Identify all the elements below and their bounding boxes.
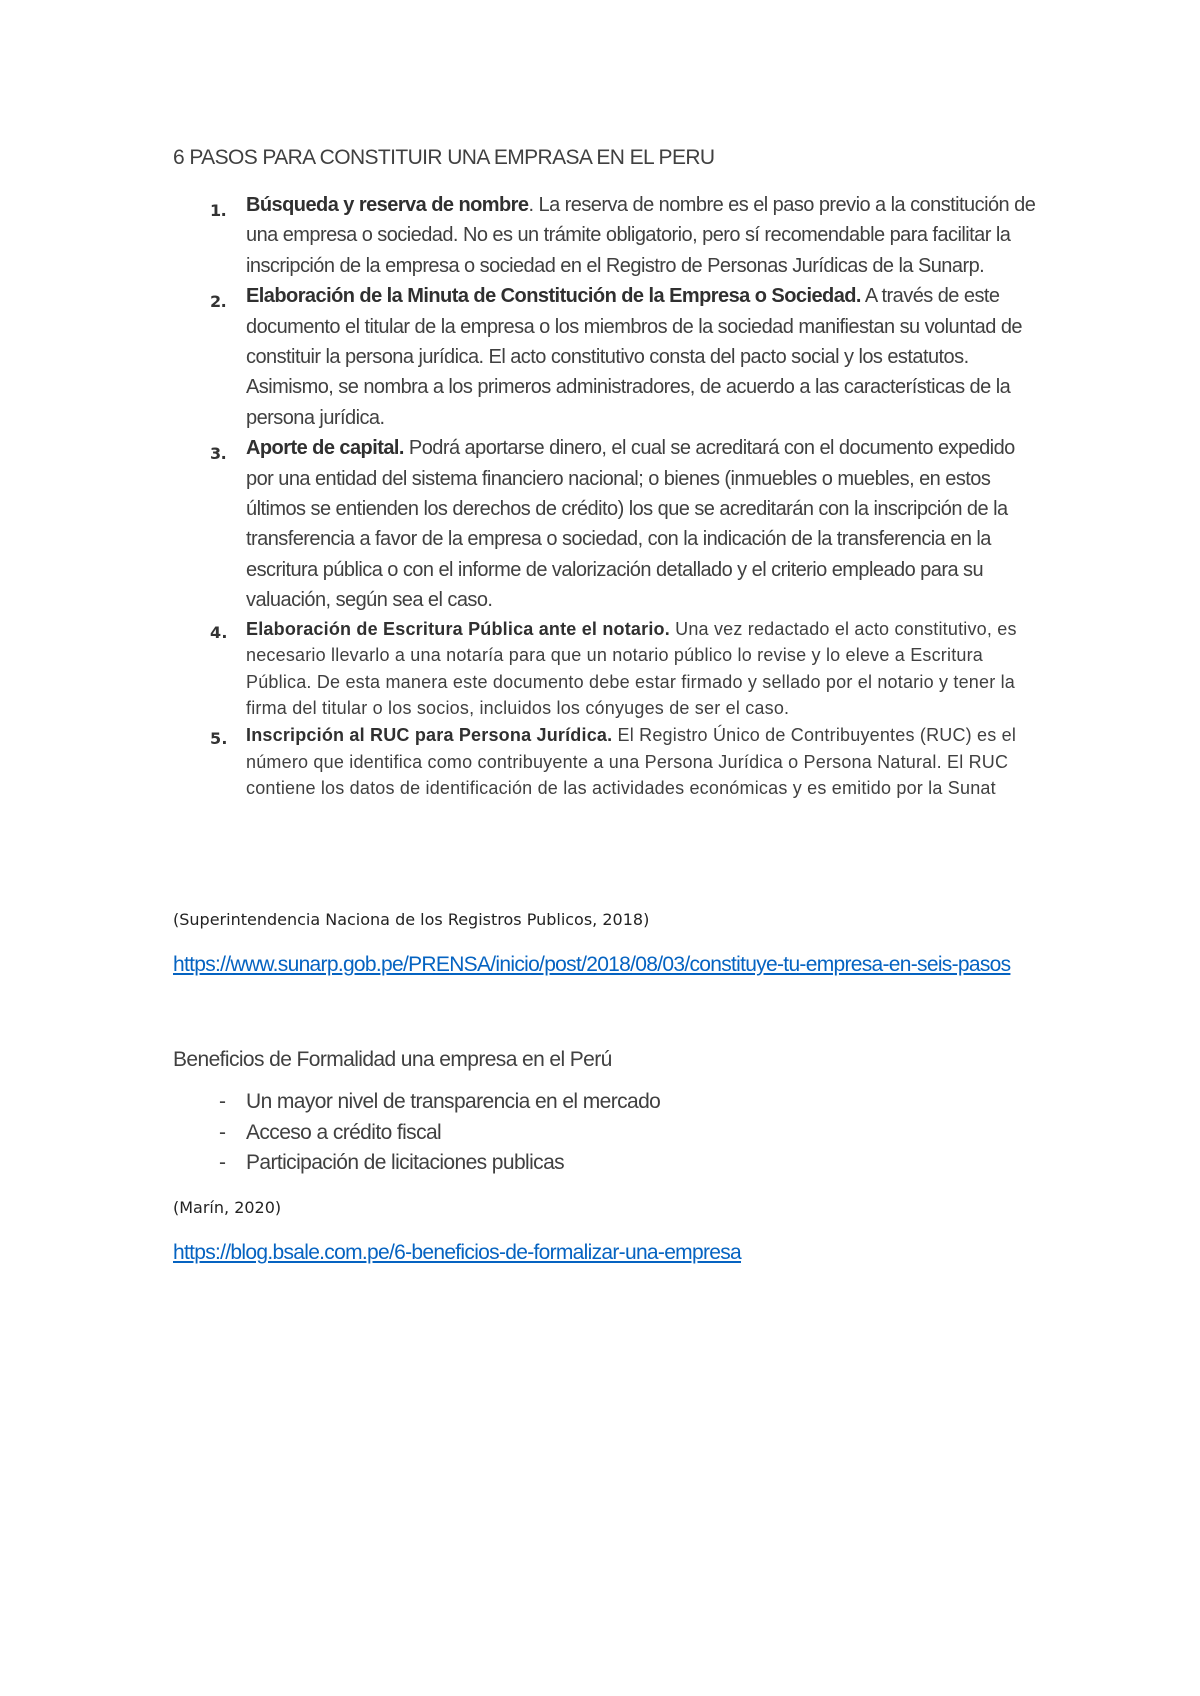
benefit-text: Un mayor nivel de transparencia en el mercado — [246, 1090, 661, 1113]
bullet-dash: - — [219, 1090, 226, 1113]
benefits-title: Beneficios de Formalidad una empresa en el Perú — [173, 1048, 612, 1071]
step-heading: Búsqueda y reserva de nombre — [246, 194, 529, 216]
benefit-text: Acceso a crédito fiscal — [246, 1120, 442, 1144]
step-heading: Inscripción al RUC para Persona Jurídica. — [246, 725, 613, 746]
step-text: Podrá aportarse dinero, el cual se acreditará con el documento expedido por una entidad del sistema financiero nacional; o bienes (inmuebles o muebles, en estos últimos se entienden los derechos de crédito) los que se acreditarán con la inscripción de la transferencia a favor de la empresa o sociedad, con la indicación de la transferencia en la escritura pública o con el informe de valorización detallado y el criterio empleado para su valuación, según sea el caso. — [246, 437, 1015, 612]
step-paragraph — [246, 433, 1043, 615]
step-number: 4. — [210, 622, 228, 642]
list-item — [173, 616, 1043, 722]
step-heading: Elaboración de la Minuta de Constitución de la Empresa o Sociedad. — [246, 285, 861, 308]
list-item — [173, 1118, 660, 1149]
list-item — [173, 190, 1043, 281]
document-title: 6 PASOS PARA CONSTITUIR UNA EMPRASA EN EL PERU — [173, 146, 715, 169]
step-number: 5. — [210, 729, 228, 749]
step-paragraph — [246, 190, 1043, 281]
list-item — [173, 1148, 660, 1179]
benefit-text: Participación de licitaciones publicas — [246, 1151, 565, 1174]
step-text: . La reserva de nombre es el paso previo a la constitución de una empresa o sociedad. No es un trámite obligatorio, pero sí recomendable para facilitar la inscripción de la empresa o sociedad en el Registro de Personas Jurídicas de la Sunarp. — [246, 194, 1036, 277]
bullet-dash: - — [219, 1120, 226, 1144]
step-text: A través de este documento el titular de la empresa o los miembros de la sociedad manifiestan su voluntad de constituir la persona jurídica. El acto constitutivo consta del pacto social y los estatutos. Asimismo, se nombra a los primeros administradores, de acuerdo a las características de la persona jurídica. — [246, 285, 1022, 429]
step-paragraph — [246, 616, 1043, 722]
citation-sunarp: (Superintendencia Naciona de los Registros Publicos, 2018) — [173, 910, 650, 929]
step-heading: Aporte de capital. — [246, 437, 404, 460]
citation-marin: (Marín, 2020) — [173, 1198, 282, 1217]
list-item — [173, 281, 1043, 433]
list-item — [173, 433, 1043, 615]
step-number: 2. — [210, 292, 227, 312]
step-number: 3. — [210, 444, 227, 464]
step-text: El Registro Único de Contribuyentes (RUC) es el número que identifica como contribuyente a una Persona Jurídica o Persona Natural. El RUC contiene los datos de identificación de las actividades económicas y es emitido por la Sunat — [246, 725, 1017, 799]
bullet-dash: - — [219, 1151, 226, 1174]
steps-list — [173, 190, 1043, 802]
step-number: 1. — [210, 201, 227, 220]
step-heading: Elaboración de Escritura Pública ante el notario. — [246, 618, 670, 639]
benefits-list — [173, 1087, 660, 1179]
list-item — [173, 722, 1043, 802]
step-paragraph — [246, 281, 1043, 433]
sunarp-link[interactable]: https://www.sunarp.gob.pe/PRENSA/inicio/post/2018/08/03/constituye-tu-empresa-en-seis-pasos — [173, 953, 1011, 976]
list-item — [173, 1087, 660, 1118]
bsale-link[interactable]: https://blog.bsale.com.pe/6-beneficios-de-formalizar-una-empresa — [173, 1241, 741, 1264]
step-paragraph — [246, 722, 1043, 802]
step-text: Una vez redactado el acto constitutivo, es necesario llevarlo a una notaría para que un notario público lo revise y lo eleve a Escritura Pública. De esta manera este documento debe estar firmado y sellado por el notario y tener la firma del titular o los socios, incluidos los cónyuges de ser el caso. — [246, 618, 1017, 719]
